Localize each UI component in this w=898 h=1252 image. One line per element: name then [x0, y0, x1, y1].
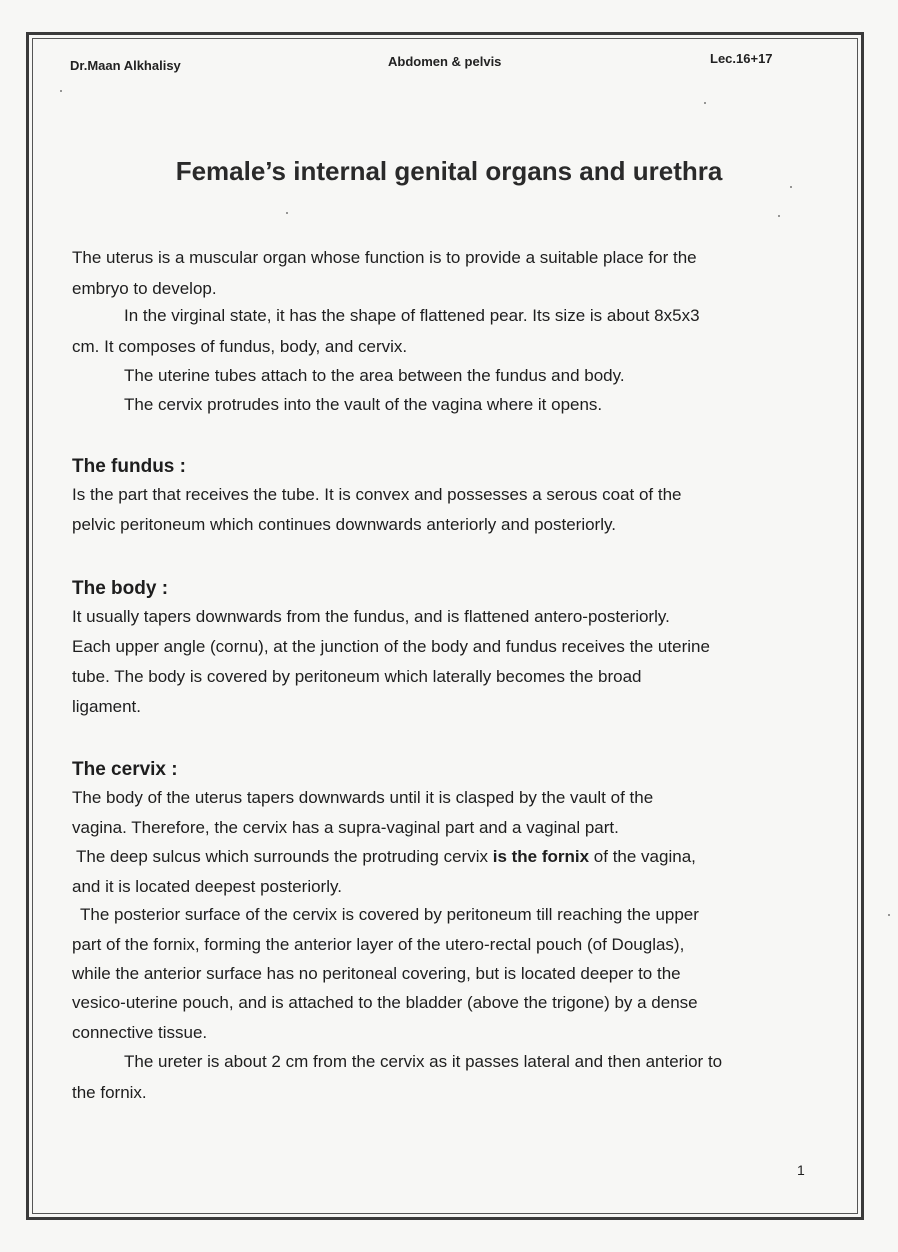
cervix-line: part of the fornix, forming the anterior layer of the utero-rectal pouch (of Douglas), — [72, 935, 685, 954]
cervix-line: vagina. Therefore, the cervix has a supra-vaginal part and a vaginal part. — [72, 818, 619, 837]
page-number: 1 — [797, 1162, 805, 1178]
cervix-line: the fornix. — [72, 1083, 147, 1102]
body-line: Each upper angle (cornu), at the junction of the body and fundus receives the uterine — [72, 637, 710, 656]
cervix-text: of the vagina, — [589, 847, 696, 866]
heading-body: The body : — [72, 578, 169, 599]
fundus-line: Is the part that receives the tube. It is convex and possesses a serous coat of the — [72, 485, 682, 504]
scan-speck — [790, 186, 792, 188]
intro-line: cm. It composes of fundus, body, and cervix. — [72, 337, 408, 356]
body-line: It usually tapers downwards from the fundus, and is flattened antero-posteriorly. — [72, 607, 670, 626]
scan-speck — [60, 90, 62, 92]
header-subject: Abdomen & pelvis — [388, 54, 502, 69]
scan-speck — [286, 212, 288, 214]
intro-line: embryo to develop. — [72, 279, 217, 298]
scan-speck — [778, 215, 780, 217]
cervix-line: vesico-uterine pouch, and is attached to the bladder (above the trigone) by a dense — [72, 993, 698, 1012]
scan-speck — [704, 102, 706, 104]
heading-fundus: The fundus : — [72, 456, 186, 477]
heading-cervix: The cervix : — [72, 759, 178, 780]
cervix-line: while the anterior surface has no peritoneal covering, but is located deeper to the — [72, 964, 681, 983]
header-lecture: Lec.16+17 — [710, 51, 773, 66]
body-line: tube. The body is covered by peritoneum which laterally becomes the broad — [72, 667, 642, 686]
cervix-text: The deep sulcus which surrounds the protruding cervix — [76, 847, 493, 866]
cervix-line: The body of the uterus tapers downwards until it is clasped by the vault of the — [72, 788, 654, 807]
fornix-emphasis: is the fornix — [492, 847, 590, 866]
scan-speck — [888, 914, 890, 916]
page-title: Female’s internal genital organs and urethra — [175, 156, 723, 186]
body-line: ligament. — [72, 697, 141, 716]
cervix-line — [72, 842, 816, 872]
header-author: Dr.Maan Alkhalisy — [70, 58, 181, 73]
intro-line: The cervix protrudes into the vault of the vagina where it opens. — [124, 395, 603, 414]
cervix-line: and it is located deepest posteriorly. — [72, 877, 342, 896]
fundus-line: pelvic peritoneum which continues downwards anteriorly and posteriorly. — [72, 515, 616, 534]
intro-line: The uterine tubes attach to the area between the fundus and body. — [124, 366, 625, 385]
cervix-line: connective tissue. — [72, 1023, 208, 1042]
intro-line: In the virginal state, it has the shape of flattened pear. Its size is about 8x5x3 — [124, 306, 700, 325]
cervix-line: The ureter is about 2 cm from the cervix as it passes lateral and then anterior to — [124, 1052, 723, 1071]
cervix-line: The posterior surface of the cervix is covered by peritoneum till reaching the upper — [80, 905, 699, 924]
intro-line: The uterus is a muscular organ whose function is to provide a suitable place for the — [72, 248, 697, 267]
